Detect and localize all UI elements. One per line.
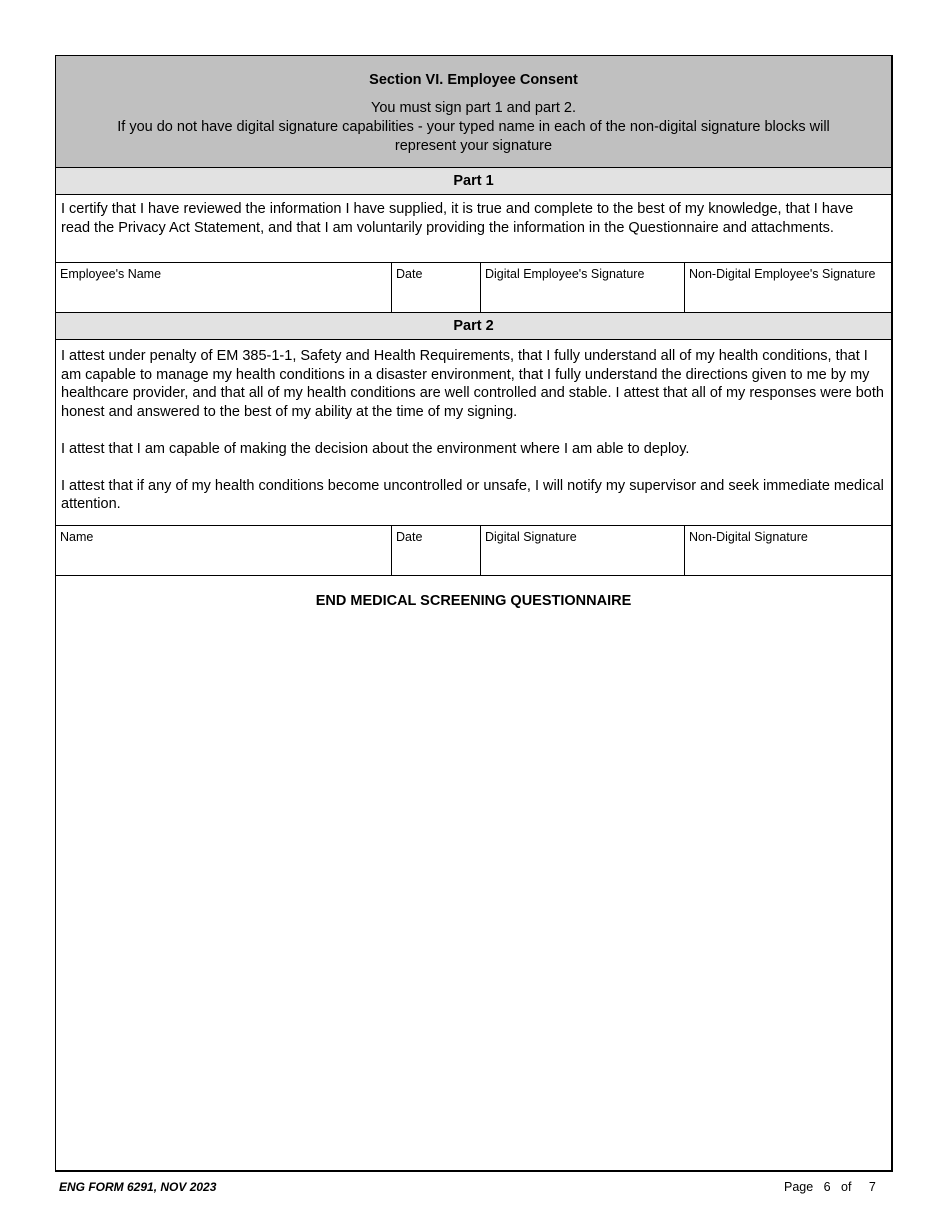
part2-nondigital-signature-cell	[685, 526, 892, 575]
part1-nondigital-signature-input[interactable]	[688, 290, 889, 310]
page-total: 7	[868, 1180, 876, 1194]
part2-digital-signature-field[interactable]	[484, 553, 681, 573]
part1-date-cell	[392, 263, 481, 312]
section-header	[56, 56, 891, 168]
part2-statement-3: I attest that if any of my health conditions become uncontrolled or unsafe, I will notify my supervisor and seek immediate medical attention.	[61, 477, 884, 512]
part1-nondigital-signature-cell	[685, 263, 892, 312]
part1-nondigital-signature-label: Non-Digital Employee's Signature	[689, 267, 876, 281]
part1-digital-signature-field[interactable]	[484, 290, 681, 310]
page-label: Page	[784, 1180, 814, 1194]
page-current: 6	[823, 1180, 831, 1194]
part2-statement-1: I attest under penalty of EM 385-1-1, Safety and Health Requirements, that I fully understand all of my health conditions, that I am capable to manage my health conditions in a disaster environment, that I fully understand the directions given to me by my healthcare provider, and that all of my health conditions are well controlled and stable. I attest that all of my responses were both honest and answered to the best of my ability at the time of my signing.	[61, 348, 884, 420]
form-frame	[55, 55, 893, 1172]
form-id: ENG FORM 6291, NOV 2023	[59, 1180, 217, 1194]
section-title: Section VI. Employee Consent	[369, 72, 578, 88]
part1-date-input[interactable]	[395, 290, 477, 310]
part1-name-label: Employee's Name	[60, 267, 162, 281]
part2-name-input[interactable]	[59, 553, 388, 573]
part1-name-input[interactable]	[59, 290, 388, 310]
part1-statement-text: I certify that I have reviewed the information I have supplied, it is true and complete to the best of my knowledge, that I have read the Privacy Act Statement, and that I am voluntarily providing the information in the Questionnaire and attachments.	[61, 201, 854, 236]
part2-signature-row	[56, 526, 891, 576]
part1-digital-signature-cell	[481, 263, 685, 312]
section-subtitle: You must sign part 1 and part 2.	[370, 100, 576, 116]
part1-statement	[56, 195, 891, 263]
part2-name-label: Name	[60, 530, 94, 544]
part2-statement-2: I attest that I am capable of making the decision about the environment where I am able to deploy.	[61, 440, 690, 457]
section-note: If you do not have digital signature capabilities - your typed name in each of the non-digital signature blocks will represent your signature	[117, 119, 830, 154]
part2-header: Part 2	[56, 313, 891, 340]
page-indicator	[784, 1180, 876, 1194]
part2-name-cell	[56, 526, 392, 575]
part1-name-cell	[56, 263, 392, 312]
part2-digital-signature-cell	[481, 526, 685, 575]
part2-statement	[56, 340, 891, 526]
part2-nondigital-signature-label: Non-Digital Signature	[689, 530, 808, 544]
part1-signature-row	[56, 263, 891, 313]
page-of: of	[841, 1180, 852, 1194]
part2-date-label: Date	[396, 530, 423, 544]
part1-header: Part 1	[56, 168, 891, 195]
part1-digital-signature-label: Digital Employee's Signature	[485, 267, 645, 281]
part2-digital-signature-label: Digital Signature	[485, 530, 577, 544]
part2-nondigital-signature-input[interactable]	[688, 553, 889, 573]
part2-date-input[interactable]	[395, 553, 477, 573]
part1-date-label: Date	[396, 267, 423, 281]
end-title: END MEDICAL SCREENING QUESTIONNAIRE	[315, 593, 632, 609]
part2-date-cell	[392, 526, 481, 575]
